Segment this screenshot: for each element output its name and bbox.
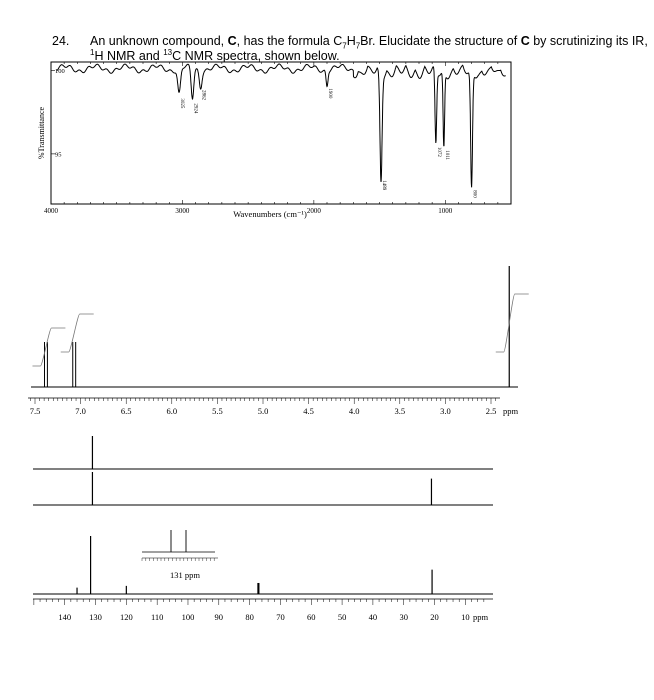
h-nmr-tick-label: 7.5 — [29, 406, 41, 416]
c-nmr-tick-label: 70 — [276, 612, 285, 622]
q-text-5: H NMR and — [94, 49, 164, 63]
h-nmr-tick-label: 4.5 — [303, 406, 314, 416]
c-nmr-peaks — [77, 436, 432, 594]
question-number: 24. — [52, 34, 70, 48]
ir-spectrum — [37, 62, 511, 219]
c-nmr-ppm-label: ppm — [473, 612, 489, 622]
c-nmr-tick-label: 120 — [119, 612, 133, 622]
compound-label: C — [227, 34, 237, 48]
h-nmr-tick-label: 3.5 — [394, 406, 406, 416]
ir-peak-label: 2862 — [200, 90, 206, 101]
ir-peak-label: 2924 — [192, 103, 198, 114]
c-nmr-tick-label: 10 — [461, 612, 470, 622]
h-nmr-tick-label: 4.0 — [348, 406, 360, 416]
ir-y-tick-label: 100 — [55, 67, 65, 75]
ir-x-tick-label: 2000 — [306, 207, 321, 215]
q-text-2: , has the formula — [236, 34, 334, 48]
c-nmr-tick-label: 60 — [307, 612, 316, 622]
ir-x-tick-label: 3000 — [175, 207, 190, 215]
q-text-3: . Elucidate the structure of — [371, 34, 521, 48]
ir-peak-labels — [179, 88, 476, 198]
c13-inset-expansion — [142, 530, 218, 561]
c-nmr-tick-label: 50 — [337, 612, 347, 622]
h-nmr-peaks — [44, 266, 509, 387]
ir-peak-label: 3025 — [179, 98, 185, 109]
h-nmr-tick-label: 7.0 — [75, 406, 86, 416]
c-nmr-x-axis — [33, 599, 493, 622]
c-nmr-tick-label: 90 — [214, 612, 224, 622]
ir-x-tick-label: 4000 — [44, 207, 58, 215]
h-nmr-integral — [496, 294, 529, 352]
c-nmr-tick-label: 100 — [181, 612, 195, 622]
h-nmr-ppm-label: ppm — [503, 406, 519, 416]
q-text-6: C NMR spectra, shown below. — [172, 49, 340, 63]
h-nmr-tick-label: 3.0 — [440, 406, 451, 416]
h-nmr-spectrum — [28, 266, 529, 416]
c-nmr-spectra — [33, 436, 493, 622]
h-nmr-integrals — [32, 294, 528, 366]
c-nmr-tick-label: 30 — [399, 612, 408, 622]
h-nmr-x-axis — [28, 398, 500, 416]
c-nmr-tick-label: 20 — [430, 612, 439, 622]
ir-peak-label: 1900 — [327, 88, 332, 99]
ir-x-tick-label: 1000 — [438, 207, 453, 215]
c-nmr-tick-label: 130 — [89, 612, 102, 622]
compound-label-2: C — [520, 34, 530, 48]
molecular-formula: $C_7H_7Br$ — [333, 34, 372, 51]
h-nmr-integral — [61, 314, 94, 352]
c-nmr-tick-label: 110 — [150, 612, 164, 622]
ir-x-axis — [44, 62, 511, 215]
h-nmr-tick-label: 6.0 — [166, 406, 178, 416]
h-nmr-tick-label: 5.5 — [212, 406, 223, 416]
question-line-2: $^1$H NMR and $^{13}$C NMR spectra, shown below. — [90, 47, 340, 63]
h-nmr-tick-label: 2.5 — [485, 406, 497, 416]
c-nmr-tick-label: 40 — [368, 612, 378, 622]
q-text-1: An unknown compound, — [90, 34, 228, 48]
ir-peak-label: 800 — [471, 190, 477, 198]
ir-y-axis-title: %Transmittance — [37, 106, 46, 160]
q-text-4: by scrutinizing its IR, — [529, 34, 648, 48]
ir-peak-label: 1011 — [443, 150, 449, 161]
ir-y-tick-label: 95 — [55, 151, 62, 159]
inset-ppm-label: 131 ppm — [170, 570, 200, 580]
ir-x-axis-title: Wavenumbers (cm⁻¹) — [233, 209, 307, 219]
c-nmr-tick-label: 80 — [245, 612, 254, 622]
ir-y-axis — [51, 68, 65, 159]
ir-peak-label: 1489 — [381, 180, 387, 191]
c-nmr-tick-label: 140 — [58, 612, 72, 622]
h-nmr-integral — [32, 328, 65, 366]
h-nmr-tick-label: 6.5 — [120, 406, 132, 416]
ir-trace-line — [56, 64, 505, 187]
ir-peak-label: 1072 — [435, 146, 441, 157]
h-nmr-tick-label: 5.0 — [257, 406, 269, 416]
